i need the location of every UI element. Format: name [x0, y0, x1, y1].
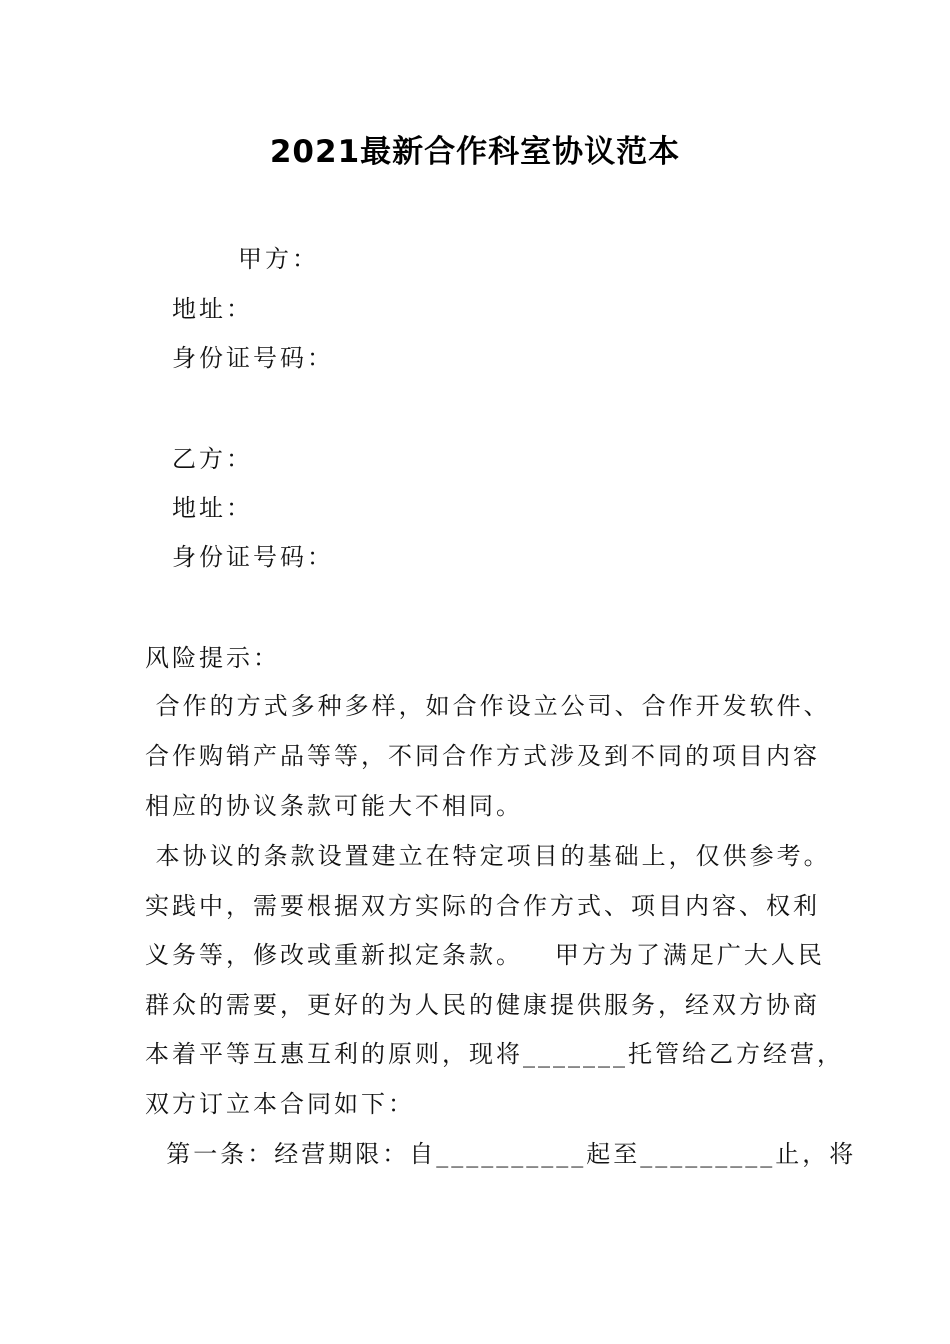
body-line: 相应的协议条款可能大不相同。 [145, 792, 523, 820]
party-a-address-label: 地址： [172, 295, 253, 323]
body-line: 本着平等互惠互利的原则，现将_______托管给乙方经营， [145, 1040, 844, 1068]
document-title: 2021最新合作科室协议范本 [269, 134, 681, 170]
body-line: 实践中，需要根据双方实际的合作方式、项目内容、权利 [145, 892, 820, 920]
body-line: 双方订立本合同如下： [145, 1090, 415, 1118]
body-line: 合作的方式多种多样，如合作设立公司、合作开发软件、 [145, 692, 831, 720]
body-line: 合作购销产品等等，不同合作方式涉及到不同的项目内容 [145, 742, 820, 770]
party-b-label: 乙方： [172, 445, 253, 473]
risk-heading: 风险提示： [145, 644, 280, 672]
party-a-label: 甲方： [238, 245, 319, 273]
body-line: 本协议的条款设置建立在特定项目的基础上，仅供参考。 [145, 842, 831, 870]
party-b-address-label: 地址： [172, 494, 253, 522]
party-b-id-label: 身份证号码： [172, 543, 334, 571]
party-a-id-label: 身份证号码： [172, 344, 334, 372]
body-line: 第一条：经营期限：自__________起至_________止，将 [145, 1140, 857, 1168]
body-line: 义务等，修改或重新拟定条款。 甲方为了满足广大人民 [145, 941, 825, 969]
body-line: 群众的需要，更好的为人民的健康提供服务，经双方协商 [145, 991, 820, 1019]
